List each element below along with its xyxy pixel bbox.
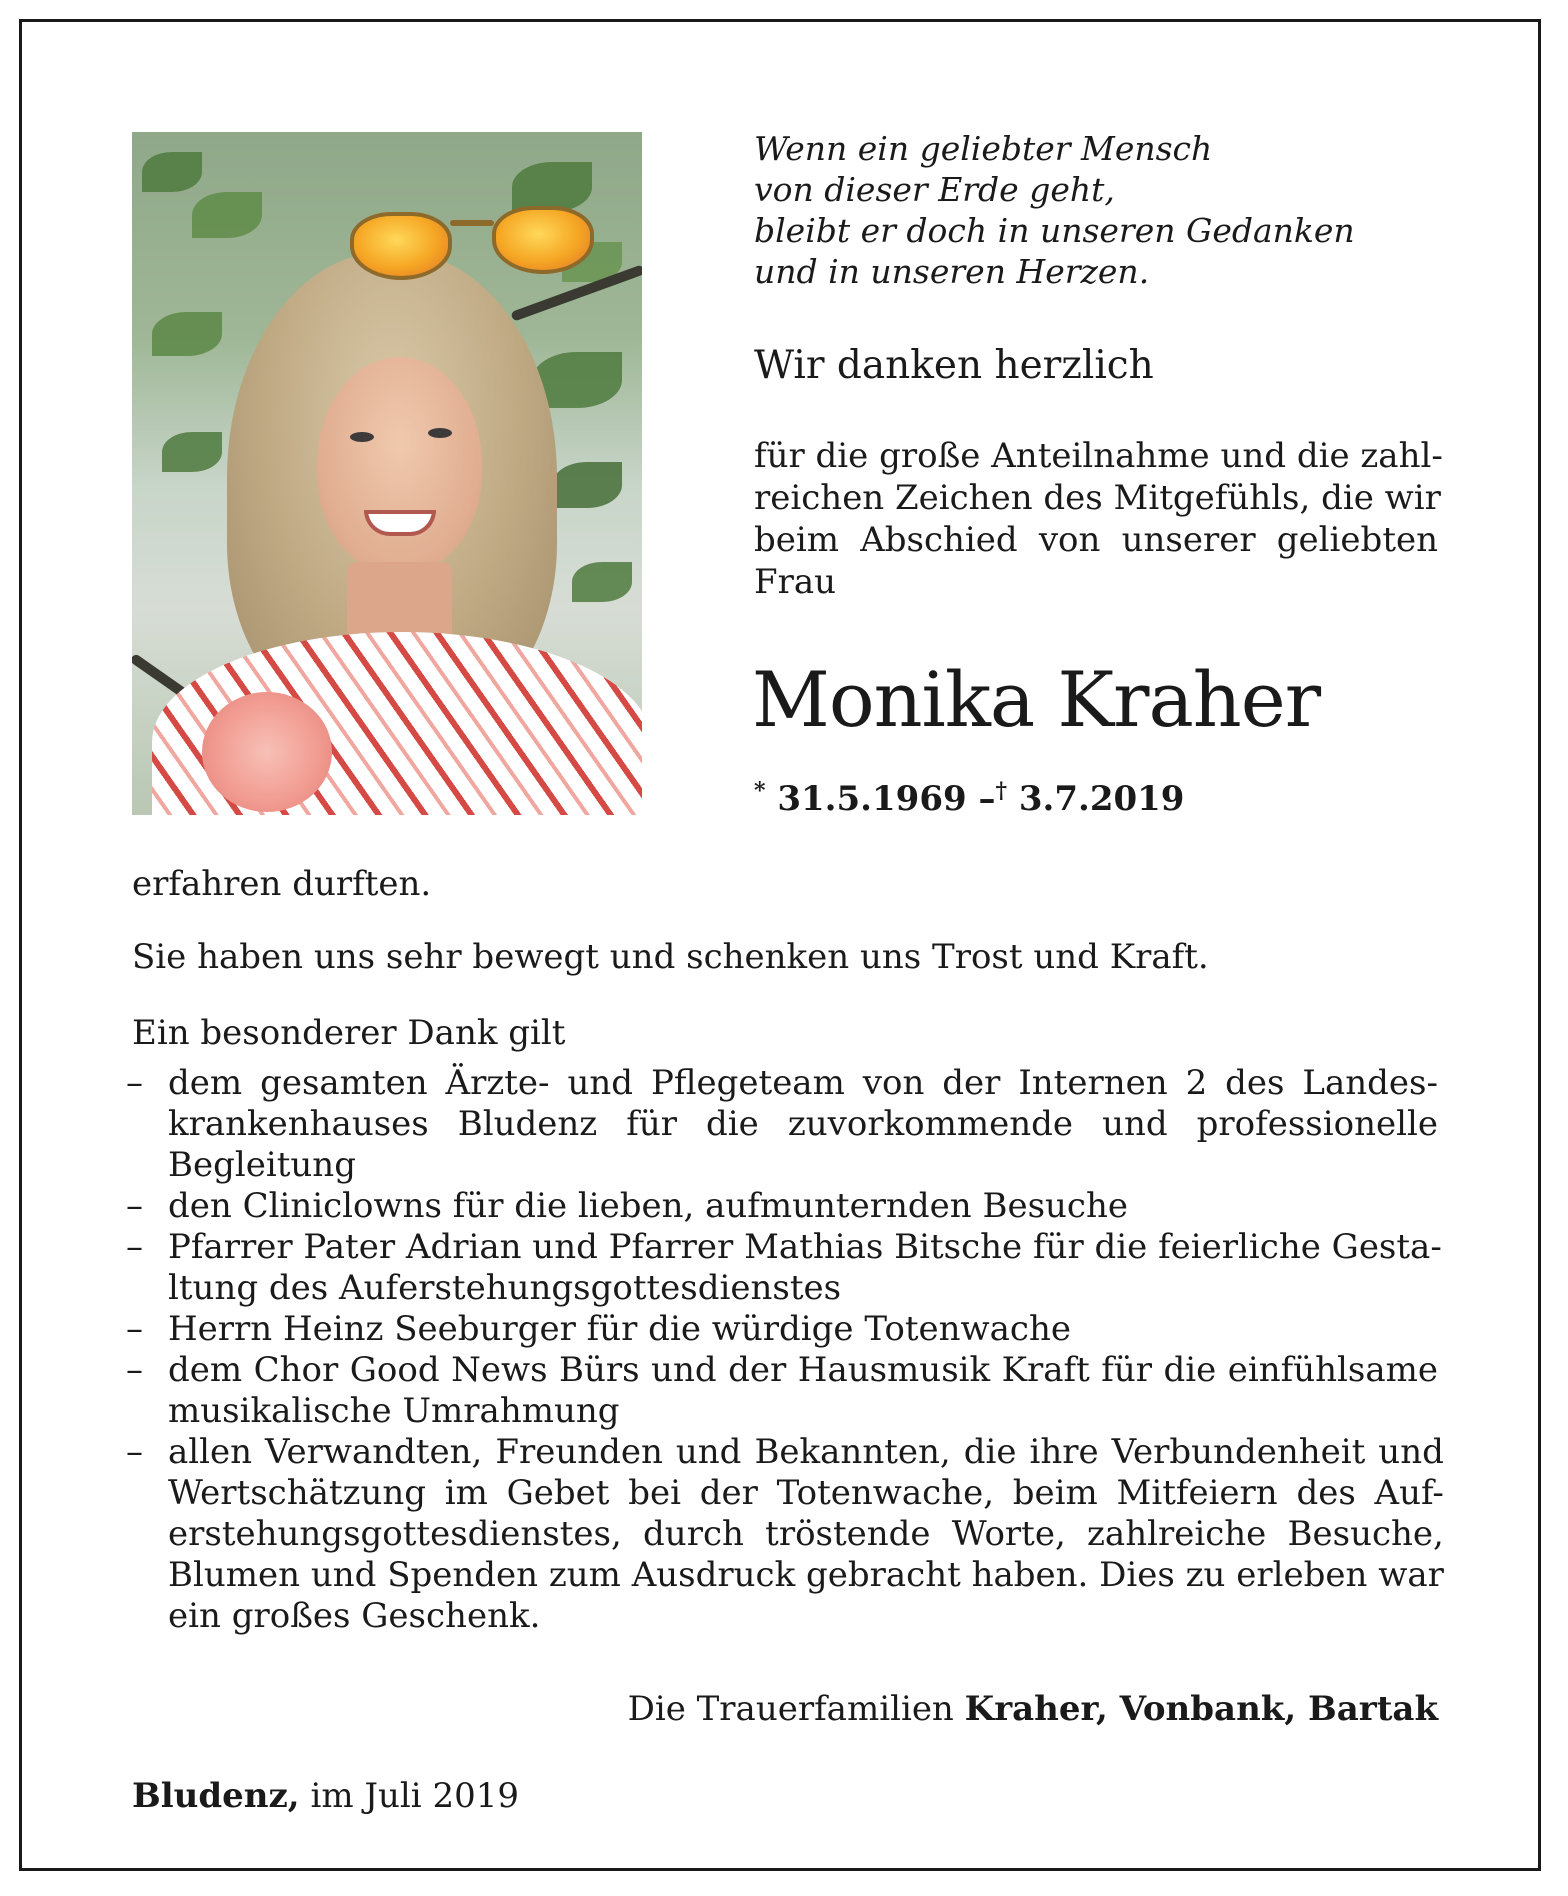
list-item-line: dem Chor Good News Bürs und der Hausmusik Kraft für die einfühlsame bbox=[168, 1350, 1438, 1390]
list-item-line: allen Verwandten, Freunden und Bekannten, die ihre Verbundenheit und bbox=[168, 1432, 1444, 1472]
list-item-line: ein großes Geschenk. bbox=[168, 1596, 541, 1636]
death-symbol: † bbox=[995, 778, 1007, 804]
list-item-line: musikalische Umrahmung bbox=[168, 1391, 620, 1431]
list-item bbox=[126, 1227, 1442, 1309]
place-date bbox=[132, 1776, 519, 1816]
continuation-text: erfahren durften. bbox=[132, 864, 432, 904]
deceased-name: Monika Kraher bbox=[752, 655, 1321, 744]
comfort-text: Sie haben uns sehr bewegt und schenken uns Trost und Kraft. bbox=[132, 937, 1209, 977]
list-item-line: Begleitung bbox=[168, 1145, 356, 1185]
death-date: 3.7.2019 bbox=[1018, 779, 1185, 819]
portrait-photo bbox=[132, 132, 642, 815]
list-dash: – bbox=[126, 1227, 143, 1267]
thanks-list bbox=[126, 1063, 1444, 1637]
list-item bbox=[126, 1350, 1438, 1432]
birth-symbol: * bbox=[754, 778, 766, 804]
list-dash: – bbox=[126, 1350, 143, 1390]
quote-line: bleibt er doch in unseren Gedanken bbox=[754, 211, 1355, 250]
intro-line: reichen Zeichen des Mitgefühls, die wir bbox=[754, 478, 1441, 518]
list-item-line: erstehungsgottesdienstes, durch tröstende Worte, zahlreiche Besuche, bbox=[168, 1514, 1444, 1554]
list-item-line: dem gesamten Ärzte- und Pflegeteam von der Internen 2 des Landes- bbox=[168, 1063, 1438, 1103]
date-separator: – bbox=[978, 779, 996, 819]
intro-line: beim Abschied von unserer geliebten bbox=[754, 520, 1438, 560]
memorial-quote bbox=[754, 128, 1355, 292]
list-dash: – bbox=[126, 1186, 143, 1226]
life-dates bbox=[754, 778, 1184, 819]
list-item bbox=[126, 1309, 1438, 1350]
thanks-heading: Wir danken herzlich bbox=[754, 343, 1154, 388]
special-thanks-intro: Ein besonderer Dank gilt bbox=[132, 1013, 566, 1053]
list-item-line: Herrn Heinz Seeburger für die würdige Totenwache bbox=[168, 1309, 1071, 1349]
list-item bbox=[126, 1063, 1438, 1186]
place-name: Bludenz, bbox=[132, 1776, 300, 1816]
signature-prefix: Die Trauerfamilien bbox=[627, 1689, 954, 1729]
list-item-line: krankenhauses Bludenz für die zuvorkommende und professionelle bbox=[168, 1104, 1438, 1144]
list-item bbox=[126, 1432, 1444, 1637]
list-dash: – bbox=[126, 1309, 143, 1349]
intro-paragraph bbox=[754, 435, 1443, 603]
quote-line: von dieser Erde geht, bbox=[754, 170, 1115, 209]
list-item-line: ltung des Auferstehungsgottesdienstes bbox=[168, 1268, 842, 1308]
intro-line: Frau bbox=[754, 562, 837, 602]
notice-date: im Juli 2019 bbox=[310, 1776, 520, 1816]
quote-line: und in unseren Herzen. bbox=[754, 252, 1150, 291]
birth-date: 31.5.1969 bbox=[777, 779, 967, 819]
list-item-line: Wertschätzung im Gebet bei der Totenwache, beim Mitfeiern des Auf- bbox=[168, 1473, 1444, 1513]
list-item-line: Blumen und Spenden zum Ausdruck gebracht haben. Dies zu erleben war bbox=[168, 1555, 1444, 1595]
intro-line: für die große Anteilnahme und die zahl- bbox=[754, 436, 1443, 476]
family-names: Kraher, Vonbank, Bartak bbox=[964, 1689, 1438, 1729]
list-dash: – bbox=[126, 1063, 143, 1103]
list-dash: – bbox=[126, 1432, 143, 1472]
quote-line: Wenn ein geliebter Mensch bbox=[754, 129, 1213, 168]
family-signature bbox=[628, 1689, 1438, 1729]
list-item-line: Pfarrer Pater Adrian und Pfarrer Mathias Bitsche für die feierliche Gesta- bbox=[168, 1227, 1442, 1267]
list-item-line: den Cliniclowns für die lieben, aufmunternden Besuche bbox=[168, 1186, 1128, 1226]
list-item bbox=[126, 1186, 1438, 1227]
